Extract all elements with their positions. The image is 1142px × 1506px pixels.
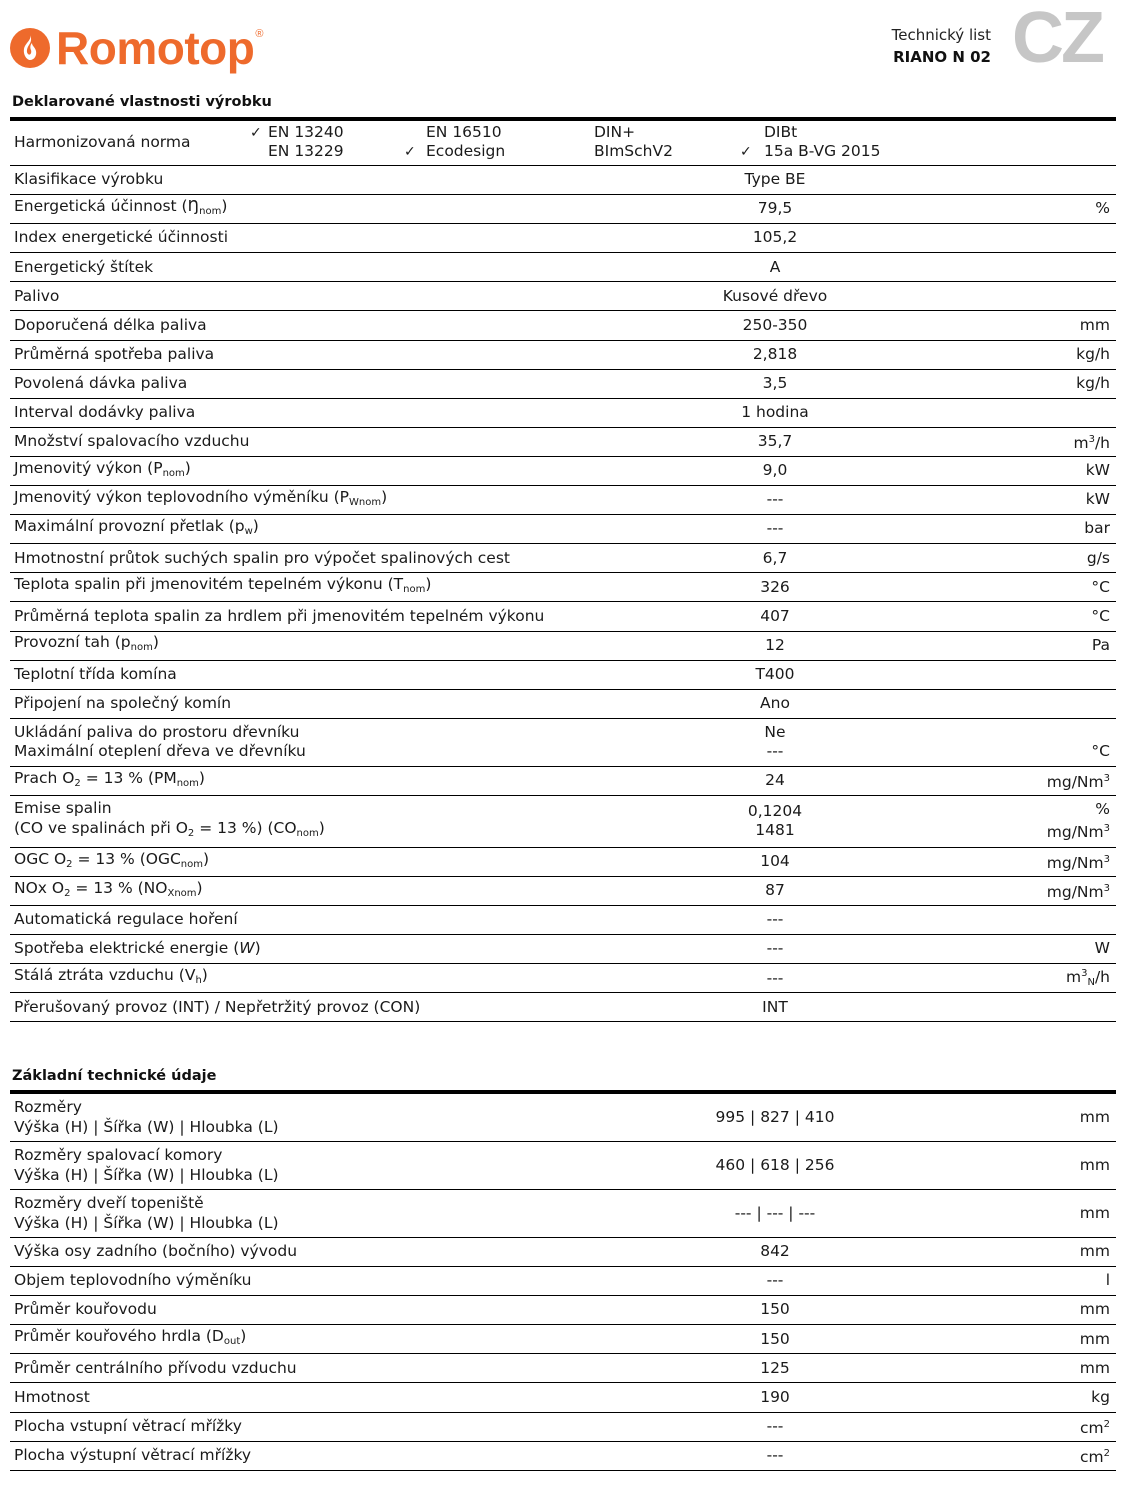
row-value: 104	[760, 852, 790, 871]
row-label: Jmenovitý výkon $(P_{nom})$	[14, 458, 191, 479]
table-row	[10, 964, 1116, 993]
row-value: 24	[765, 771, 785, 790]
row-unit: $m^3/h$	[1073, 434, 1110, 453]
row-label: (CO ve spalinách při $O_2 = 13$ %) $(CO_{nom})$	[14, 818, 325, 839]
row-value: 460 | 618 | 256	[715, 1155, 835, 1174]
brand-name: Romotop	[56, 22, 255, 74]
table-row-emissions	[10, 796, 1116, 848]
row-unit: mm	[1079, 1155, 1110, 1174]
section-title-declared: Deklarované vlastnosti výrobku	[12, 94, 272, 110]
row-value: 842	[760, 1242, 790, 1261]
row-label: Palivo	[14, 286, 60, 305]
table-row	[10, 1267, 1116, 1296]
row-value: 0,1204	[747, 801, 803, 820]
row-value: ---	[766, 1445, 784, 1464]
check-icon: ✓	[740, 144, 752, 160]
row-label: Jmenovitý výkon teplovodního výměníku $(P_{Wnom})$	[14, 487, 388, 508]
basic-technical-table	[10, 1090, 1116, 1471]
table-row	[10, 1383, 1116, 1412]
table-row	[10, 370, 1116, 399]
row-label: Výška (H) | Šířka (W) | Hloubka (L)	[14, 1165, 279, 1184]
row-label: Interval dodávky paliva	[14, 403, 196, 422]
row-label: OGC $O_2 = 13$ % $(OGC_{nom})$	[14, 849, 210, 870]
row-unit: $cm^2$	[1080, 1447, 1110, 1466]
table-row-wood-store	[10, 719, 1116, 767]
row-value: Ano	[760, 693, 790, 712]
table-row	[10, 935, 1116, 964]
row-unit: mm	[1079, 1329, 1110, 1348]
row-value: ---	[766, 1416, 784, 1435]
row-unit: mm	[1079, 1358, 1110, 1377]
table-row	[10, 166, 1116, 195]
section-title-basic: Základní technické údaje	[12, 1068, 217, 1084]
table-row	[10, 428, 1116, 457]
norm-din-plus: DIN+	[594, 123, 636, 141]
row-unit: $cm^2$	[1080, 1418, 1110, 1437]
row-unit: °C	[1091, 577, 1110, 596]
row-unit: mm	[1079, 1107, 1110, 1126]
row-label: Rozměry spalovací komory	[14, 1146, 223, 1164]
norm-en16510: EN 16510	[426, 123, 502, 141]
row-label: Doporučená délka paliva	[14, 315, 207, 334]
row-label: Plocha vstupní větrací mřížky	[14, 1416, 242, 1435]
row-value: 1481	[755, 821, 795, 840]
table-row	[10, 602, 1116, 631]
row-label: Provozní tah $(p_{nom})$	[14, 633, 159, 654]
row-label: Teplotní třída komína	[14, 664, 177, 683]
row-value: Type BE	[744, 170, 806, 189]
row-label: Průměr kouřovodu	[14, 1300, 157, 1319]
row-label: Prach $O_2 = 13$ % $(PM_{nom})$	[14, 768, 205, 789]
row-value: 35,7	[757, 432, 793, 451]
row-value: 79,5	[757, 199, 793, 218]
row-unit: $m^3_N/h$	[1065, 968, 1110, 989]
row-unit: mg/Nm$^3$	[1046, 823, 1110, 842]
row-unit: kW	[1085, 490, 1110, 509]
registered-mark: ®	[255, 28, 264, 40]
table-row	[10, 632, 1116, 661]
row-unit: mg/Nm$^3$	[1046, 854, 1110, 873]
row-value: Kusové dřevo	[722, 286, 828, 305]
row-label: Hmotnostní průtok suchých spalin pro výpočet spalinových cest	[14, 548, 510, 567]
row-label: Objem teplovodního výměníku	[14, 1271, 252, 1290]
row-unit: W	[1094, 939, 1110, 958]
row-label: Průměrná teplota spalin za hrdlem při jmenovitém tepelném výkonu	[14, 606, 545, 625]
row-unit: kg/h	[1076, 373, 1110, 392]
row-unit: kg	[1091, 1387, 1110, 1406]
row-label: Maximální provozní přetlak $(p_w)$	[14, 516, 259, 537]
norms-label: Harmonizovaná norma	[14, 133, 191, 152]
row-unit: mm	[1079, 1242, 1110, 1261]
row-label: Přerušovaný provoz (INT) / Nepřetržitý provoz (CON)	[14, 997, 421, 1016]
row-label: Připojení na společný komín	[14, 693, 232, 712]
check-icon: ✓	[250, 125, 262, 141]
document-header	[892, 24, 991, 68]
row-label: Energetický štítek	[14, 257, 154, 276]
row-value: 1 hodina	[741, 403, 809, 422]
row-label: Průměr kouřového hrdla $(D_{out})$	[14, 1327, 247, 1348]
row-unit: °C	[1091, 606, 1110, 625]
row-label: Povolená dávka paliva	[14, 373, 188, 392]
row-value: A	[769, 257, 781, 276]
row-label: Emise spalin	[14, 799, 112, 818]
table-row	[10, 515, 1116, 544]
row-value: ---	[766, 1271, 784, 1290]
row-value: 150	[760, 1329, 790, 1348]
table-row	[10, 1238, 1116, 1267]
row-label: Automatická regulace hoření	[14, 910, 238, 929]
row-label: Hmotnost	[14, 1387, 90, 1406]
row-label: Klasifikace výrobku	[14, 170, 164, 189]
row-value: 2,818	[752, 344, 798, 363]
row-unit: kW	[1085, 461, 1110, 480]
row-unit: bar	[1084, 519, 1110, 538]
row-value: ---	[766, 519, 784, 538]
row-unit: mm	[1079, 1300, 1110, 1319]
table-row	[10, 311, 1116, 340]
norm-bimschv2: BImSchV2	[594, 142, 673, 160]
row-unit: l	[1105, 1271, 1110, 1290]
norm-dibt: DIBt	[764, 123, 798, 141]
row-unit: Pa	[1091, 635, 1110, 654]
table-row-nox	[10, 877, 1116, 906]
row-label: Spotřeba elektrické energie (W)	[14, 939, 261, 958]
row-label: Průměrná spotřeba paliva	[14, 344, 215, 363]
row-value: 6,7	[762, 548, 788, 567]
row-value: 250-350	[742, 315, 808, 334]
row-label: Stálá ztráta vzduchu $(V_h)$	[14, 966, 208, 987]
row-label: Energetická účinnost $(Ŋ_{nom})$	[14, 196, 228, 217]
row-label: Výška (H) | Šířka (W) | Hloubka (L)	[14, 1117, 279, 1136]
table-row	[10, 690, 1116, 719]
norm-ecodesign: Ecodesign	[426, 142, 506, 160]
table-row	[10, 906, 1116, 935]
check-icon: ✓	[404, 144, 416, 160]
row-value: T400	[755, 664, 795, 683]
table-row	[10, 1325, 1116, 1354]
row-label: NOx $O_2 = 13$ % $(NO_{Xnom})$	[14, 878, 203, 899]
row-value: ---	[766, 968, 784, 987]
norm-en13240: EN 13240	[268, 123, 344, 141]
norms-grid	[246, 123, 1116, 163]
table-row	[10, 457, 1116, 486]
table-row-dimensions	[10, 1094, 1116, 1142]
table-row	[10, 195, 1116, 224]
row-unit: mg/Nm$^3$	[1046, 883, 1110, 902]
table-row	[10, 224, 1116, 253]
row-label: Rozměry	[14, 1098, 82, 1116]
row-value: 3,5	[762, 373, 788, 392]
flame-icon	[10, 28, 50, 68]
table-row	[10, 341, 1116, 370]
row-label: Množství spalovacího vzduchu	[14, 432, 250, 451]
row-value: ---	[766, 910, 784, 929]
row-label: Maximální oteplení dřeva ve dřevníku	[14, 742, 306, 761]
norms-row	[10, 121, 1116, 166]
row-unit: %	[1095, 199, 1110, 218]
row-unit: %	[1095, 799, 1110, 818]
row-unit: mm	[1079, 315, 1110, 334]
row-value: 190	[760, 1387, 790, 1406]
row-value: 326	[760, 577, 790, 596]
row-label: Průměr centrálního přívodu vzduchu	[14, 1358, 297, 1377]
row-label: Rozměry dveří topeniště	[14, 1194, 204, 1212]
row-label: Index energetické účinnosti	[14, 228, 229, 247]
row-unit: mg/Nm$^3$	[1046, 773, 1110, 792]
row-label: Plocha výstupní větrací mřížky	[14, 1445, 252, 1464]
row-value: Ne	[764, 722, 786, 741]
table-row-dimensions	[10, 1190, 1116, 1238]
row-value: 12	[765, 635, 785, 654]
row-label: Výška osy zadního (bočního) vývodu	[14, 1242, 298, 1261]
row-value: ---	[766, 490, 784, 509]
table-row	[10, 1296, 1116, 1325]
row-value: 150	[760, 1300, 790, 1319]
table-row	[10, 486, 1116, 515]
table-row	[10, 282, 1116, 311]
table-row	[10, 1354, 1116, 1383]
table-row	[10, 573, 1116, 602]
row-value: 995 | 827 | 410	[715, 1107, 835, 1126]
table-row-dimensions	[10, 1142, 1116, 1190]
row-label: Výška (H) | Šířka (W) | Hloubka (L)	[14, 1213, 279, 1232]
row-value: ---	[766, 939, 784, 958]
table-row	[10, 253, 1116, 282]
table-row	[10, 544, 1116, 573]
language-code: CZ	[1012, 0, 1102, 78]
row-unit: g/s	[1086, 548, 1110, 567]
row-value: INT	[762, 997, 788, 1016]
row-unit: mm	[1079, 1203, 1110, 1222]
row-label: Ukládání paliva do prostoru dřevníku	[14, 722, 300, 741]
row-value: 105,2	[752, 228, 798, 247]
table-row	[10, 1442, 1116, 1471]
row-value: ---	[766, 742, 784, 761]
table-row-ogc	[10, 848, 1116, 877]
row-value: 125	[760, 1358, 790, 1377]
row-value: --- | --- | ---	[734, 1203, 816, 1222]
norm-15a-bvg: 15a B-VG 2015	[764, 142, 881, 160]
norm-en13229: EN 13229	[268, 142, 344, 160]
row-value: 9,0	[762, 461, 788, 480]
table-row	[10, 1413, 1116, 1442]
table-row-dust	[10, 767, 1116, 796]
declared-properties-table	[10, 117, 1116, 1022]
row-unit: kg/h	[1076, 344, 1110, 363]
row-value: 87	[765, 881, 785, 900]
romotop-logo	[10, 22, 263, 74]
table-row	[10, 399, 1116, 428]
doc-type: Technický list	[891, 26, 991, 44]
table-row	[10, 993, 1116, 1022]
model-name: RIANO N 02	[893, 48, 991, 66]
row-value: 407	[760, 606, 790, 625]
row-unit: °C	[1091, 742, 1110, 761]
row-label: Teplota spalin při jmenovitém tepelném výkonu $(T_{nom})$	[14, 575, 432, 596]
table-row	[10, 661, 1116, 690]
